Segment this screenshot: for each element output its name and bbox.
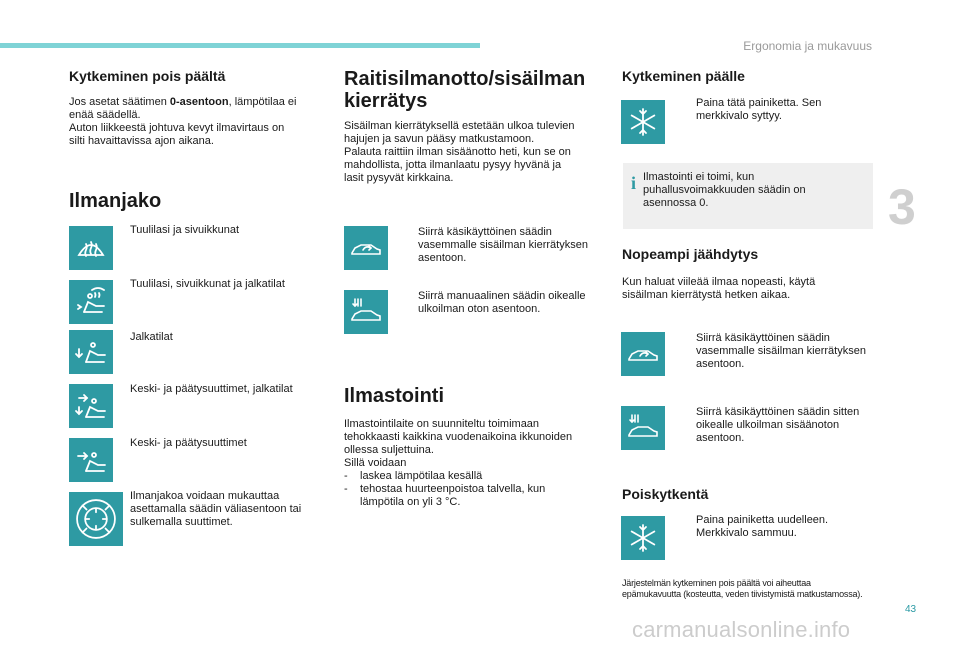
- air-conditioning-text: Ilmastointilaite on suunniteltu toimimaan tehokkaasti kaikkina vuodenaikoina ikkunoiden ollessa suljettuina. Sillä voidaan - laskea lämpötilaa kesällä - tehostaa huurteenpoistoa talvella, kun lämpötila on yli 3 °C.: [344, 418, 573, 508]
- header-accent-bar: [0, 43, 480, 48]
- faster-cooling-step-1: Siirrä käsikäyttöinen säädin vasemmalle sisäilman kierrätyksen asentoon.: [696, 332, 866, 370]
- fresh-air-icon: [344, 290, 388, 334]
- section-title: Ergonomia ja mukavuus: [743, 39, 872, 53]
- switch-off-note: Järjestelmän kytkeminen pois päältä voi aiheuttaa epämukavuutta (kosteutta, veden tiivistymistä matkustamossa).: [622, 578, 863, 599]
- info-icon: i: [631, 173, 637, 193]
- fresh-air-icon-2: [621, 406, 665, 450]
- recirculation-icon-2: [621, 332, 665, 376]
- ac-button-icon: [621, 100, 665, 144]
- feet-icon: [69, 330, 113, 374]
- ac-button-icon-2: [621, 516, 665, 560]
- info-note: [623, 163, 873, 229]
- distribution-dial-icon: [69, 492, 123, 546]
- info-note-text: Ilmastointi ei toimi, kun puhallusvoimakkuuden säädin on asennossa 0.: [643, 171, 806, 209]
- heading-switch-off-ac: Poiskytkentä: [622, 486, 709, 502]
- heading-air-distribution: Ilmanjako: [69, 190, 162, 212]
- fresh-air-step: Siirrä manuaalinen säädin oikealle ulkoilman oton asentoon.: [418, 290, 586, 315]
- heading-recirculation: Raitisilmanotto/sisäilman kierrätys: [344, 68, 586, 112]
- heading-faster-cooling: Nopeampi jäähdytys: [622, 246, 759, 262]
- distribution-item-2: Tuulilasi, sivuikkunat ja jalkatilat: [130, 278, 285, 290]
- distribution-item-3: Jalkatilat: [130, 331, 173, 343]
- watermark: carmanualsonline.info: [632, 617, 851, 642]
- heading-air-conditioning: Ilmastointi: [344, 385, 445, 407]
- windscreen-feet-icon: [69, 280, 113, 324]
- heading-switch-off: Kytkeminen pois päältä: [69, 68, 226, 84]
- switch-on-step: Paina tätä painiketta. Sen merkkivalo syttyy.: [696, 97, 822, 122]
- recirculation-text: Sisäilman kierrätyksellä estetään ulkoa tulevien hajujen ja savun pääsy matkustamoon. Palauta raittiin ilman sisäänotto heti, kun se on mahdollista, jotta ilmanlaatu pysyy hyvänä ja lasit pysyvät kirkkaina.: [344, 120, 575, 184]
- recirculation-icon: [344, 226, 388, 270]
- vents-feet-icon: [69, 384, 113, 428]
- chapter-number: 3: [888, 179, 916, 235]
- switch-off-ac-step: Paina painiketta uudelleen. Merkkivalo sammuu.: [696, 514, 829, 539]
- distribution-item-4: Keski- ja päätysuuttimet, jalkatilat: [130, 383, 293, 395]
- recirculation-step-1: Siirrä käsikäyttöinen säädin vasemmalle sisäilman kierrätyksen asentoon.: [418, 226, 588, 264]
- distribution-item-1: Tuulilasi ja sivuikkunat: [130, 224, 240, 236]
- heading-switch-on: Kytkeminen päälle: [622, 68, 745, 84]
- faster-cooling-text: Kun haluat viileää ilmaa nopeasti, käytä sisäilman kierrätystä hetken aikaa.: [622, 276, 816, 301]
- windscreen-defrost-icon: [69, 226, 113, 270]
- vents-icon: [69, 438, 113, 482]
- switch-off-text: Jos asetat säätimen 0-asentoon, lämpötilaa ei enää säädellä. Auton liikkeestä johtuva kevyt ilmavirtaus on silti havaittavissa ajon aikana.: [69, 96, 297, 147]
- faster-cooling-step-2: Siirrä käsikäyttöinen säädin sitten oikealle ulkoilman sisäänoton asentoon.: [696, 406, 860, 444]
- page-number: 43: [905, 604, 917, 615]
- distribution-item-5: Keski- ja päätysuuttimet: [130, 437, 247, 449]
- distribution-dial-text: Ilmanjakoa voidaan mukauttaa asettamalla säädin väliasentoon tai sulkemalla suuttimet.: [130, 490, 302, 528]
